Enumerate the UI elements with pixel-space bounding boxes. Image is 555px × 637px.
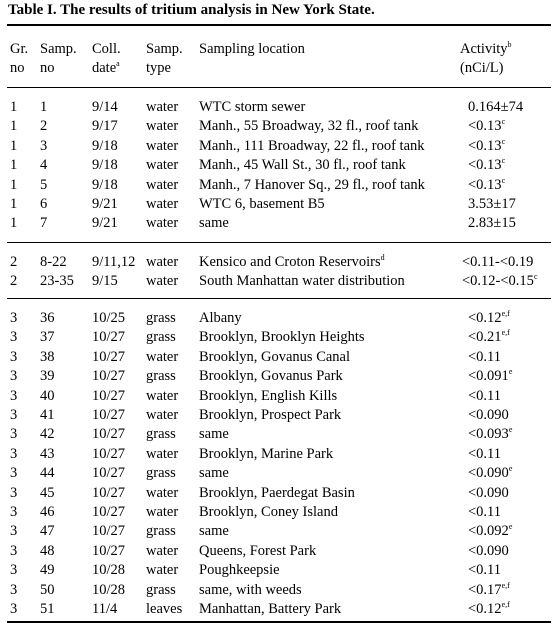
cell-date: 10/28 [92, 562, 126, 579]
cell-date: 10/27 [92, 368, 126, 385]
cell-date: 10/27 [92, 387, 126, 404]
cell-date: 9/18 [92, 157, 118, 174]
cell-gr: 3 [10, 542, 18, 559]
cell-location: Brooklyn, English Kills [199, 387, 338, 404]
cell-gr: 1 [10, 157, 18, 174]
cell-type: water [146, 387, 179, 404]
cell-date: 10/25 [92, 310, 126, 326]
cell-location: Brooklyn, Govanus Canal [199, 348, 351, 365]
cell-samp: 41 [40, 407, 55, 423]
cell-activity: <0.11 [468, 387, 502, 404]
cell-date: 10/27 [92, 407, 126, 423]
cell-samp: 2 [40, 118, 48, 135]
cell-activity: $<0.17^{e,f}$ [468, 580, 510, 598]
cell-gr: 3 [10, 484, 18, 501]
cell-samp: 6 [40, 196, 48, 212]
table-caption: Table I. The results of tritium analysis in New York State. [8, 2, 375, 18]
cell-gr: 3 [10, 407, 18, 423]
cell-location: South Manhattan water distribution [199, 273, 405, 290]
cell-type: water [146, 118, 179, 135]
cell-date: 10/27 [92, 465, 126, 482]
cell-type: water [146, 215, 179, 232]
cell-gr: 3 [10, 523, 18, 540]
group-rule-1 [7, 242, 551, 243]
cell-samp: 43 [40, 445, 55, 462]
cell-location: WTC 6, basement B5 [199, 196, 325, 212]
cell-activity: <0.13$^c$ [468, 175, 506, 193]
cell-gr: 1 [10, 99, 18, 115]
cell-activity: <0.13$^c$ [468, 156, 506, 174]
cell-location: Manh., 45 Wall St., 30 fl., roof tank [199, 157, 406, 174]
cell-type: leaves [146, 601, 183, 617]
cell-location: Brooklyn, Coney Island [199, 504, 338, 520]
cell-type: grass [146, 465, 176, 482]
cell-type: water [146, 348, 179, 365]
cell-type: grass [146, 329, 176, 346]
cell-samp: 4 [40, 157, 48, 174]
cell-samp: 3 [40, 137, 48, 154]
top-rule [7, 24, 551, 26]
cell-samp: 1 [40, 99, 48, 115]
cell-type: water [146, 254, 179, 270]
cell-date: 9/14 [92, 99, 118, 115]
cell-samp: 5 [40, 176, 48, 193]
cell-gr: 3 [10, 329, 18, 346]
cell-activity: 0.164±74 [468, 99, 524, 115]
cell-activity: <0.12-<0.15$^c$ [462, 272, 538, 290]
cell-type: grass [146, 368, 176, 385]
cell-location: Manhattan, Battery Park [199, 601, 342, 617]
cell-activity: <0.11 [468, 562, 502, 579]
cell-gr: 3 [10, 601, 18, 617]
cell-gr: 3 [10, 348, 18, 365]
cell-date: 10/28 [92, 581, 126, 598]
cell-samp: 38 [40, 348, 55, 365]
cell-activity: $<0.12^{e,f}$ [468, 600, 510, 617]
cell-samp: 7 [40, 215, 48, 232]
cell-activity: $<0.12^{e,f}$ [468, 309, 510, 326]
cell-activity: <0.13$^c$ [468, 117, 506, 135]
cell-date: 10/27 [92, 484, 126, 501]
cell-activity: <0.090$^e$ [468, 464, 513, 482]
cell-location: WTC storm sewer [199, 99, 306, 115]
header-gr: Gr. no [10, 41, 29, 76]
cell-type: water [146, 273, 179, 290]
cell-samp: 39 [40, 368, 55, 385]
header-location: Sampling location [199, 41, 305, 57]
cell-gr: 3 [10, 581, 18, 598]
cell-date: 10/27 [92, 348, 126, 365]
cell-location: Brooklyn, Marine Park [199, 445, 334, 462]
cell-samp: 40 [40, 387, 55, 404]
cell-gr: 1 [10, 196, 18, 212]
cell-activity: <0.093$^e$ [468, 425, 513, 443]
header-activity: Activity$^b$ (nCi/L) [460, 40, 512, 76]
cell-date: 9/17 [92, 118, 118, 135]
cell-date: 9/18 [92, 137, 118, 154]
cell-type: water [146, 137, 179, 154]
cell-gr: 1 [10, 137, 18, 154]
cell-location: Manh., 55 Broadway, 32 fl., roof tank [199, 118, 419, 135]
cell-date: 10/27 [92, 445, 126, 462]
cell-type: water [146, 484, 179, 501]
cell-type: water [146, 504, 179, 520]
cell-location: Albany [199, 310, 242, 326]
cell-location: same [199, 215, 229, 232]
cell-gr: 2 [10, 254, 18, 270]
header-samp: Samp. no [40, 41, 77, 76]
cell-type: water [146, 157, 179, 174]
cell-location: same [199, 523, 229, 540]
cell-date: 9/15 [92, 273, 118, 290]
cell-samp: 46 [40, 504, 55, 520]
cell-samp: 23-35 [40, 273, 74, 290]
cell-date: 10/27 [92, 523, 126, 540]
cell-gr: 3 [10, 310, 18, 326]
cell-activity: 2.83±15 [468, 215, 516, 232]
cell-type: water [146, 99, 179, 115]
cell-samp: 36 [40, 310, 55, 326]
cell-gr: 1 [10, 118, 18, 135]
cell-samp: 47 [40, 523, 55, 540]
header-date: Coll. date$^a$ [92, 41, 121, 76]
cell-type: water [146, 196, 179, 212]
cell-samp: 51 [40, 601, 55, 617]
cell-type: grass [146, 310, 176, 326]
cell-activity: <0.13$^c$ [468, 136, 506, 154]
cell-samp: 8-22 [40, 254, 67, 270]
cell-location: Manh., 7 Hanover Sq., 29 fl., roof tank [199, 176, 425, 193]
cell-type: water [146, 562, 179, 579]
cell-location: Brooklyn, Govanus Park [199, 368, 343, 385]
cell-date: 9/21 [92, 196, 118, 212]
cell-gr: 3 [10, 504, 18, 520]
cell-location: Brooklyn, Paerdegat Basin [199, 484, 355, 501]
header-rule [7, 87, 551, 88]
cell-date: 9/21 [92, 215, 118, 232]
cell-samp: 48 [40, 542, 55, 559]
cell-location: Kensico and Croton Reservoirs$^d$ [199, 253, 385, 270]
cell-date: 10/27 [92, 329, 126, 346]
cell-activity: <0.090 [468, 542, 509, 559]
cell-gr: 1 [10, 215, 18, 232]
cell-date: 10/27 [92, 504, 126, 520]
cell-type: water [146, 176, 179, 193]
cell-gr: 3 [10, 465, 18, 482]
cell-gr: 2 [10, 273, 18, 290]
cell-gr: 3 [10, 426, 18, 443]
cell-activity: <0.090 [468, 484, 509, 501]
cell-activity: <0.091$^e$ [468, 367, 513, 385]
cell-gr: 1 [10, 176, 18, 193]
cell-type: grass [146, 523, 176, 540]
cell-location: same, with weeds [199, 581, 302, 598]
cell-type: grass [146, 581, 176, 598]
cell-location: Poughkeepsie [199, 562, 280, 579]
cell-samp: 45 [40, 484, 55, 501]
cell-samp: 37 [40, 329, 55, 346]
cell-samp: 42 [40, 426, 55, 443]
cell-location: Queens, Forest Park [199, 542, 317, 559]
cell-gr: 3 [10, 562, 18, 579]
cell-date: 11/4 [92, 601, 118, 617]
cell-gr: 3 [10, 368, 18, 385]
cell-samp: 49 [40, 562, 55, 579]
cell-gr: 3 [10, 387, 18, 404]
cell-location: same [199, 426, 229, 443]
cell-type: water [146, 407, 179, 423]
cell-location: Brooklyn, Brooklyn Heights [199, 329, 365, 346]
cell-activity: <0.11 [468, 348, 502, 365]
cell-date: 10/27 [92, 426, 126, 443]
group-rule-2 [7, 298, 551, 299]
bottom-rule [7, 621, 551, 623]
cell-gr: 3 [10, 445, 18, 462]
cell-date: 9/18 [92, 176, 118, 193]
cell-activity: 3.53±17 [468, 196, 516, 212]
cell-samp: 50 [40, 581, 55, 598]
cell-activity: $<0.21^{e,f}$ [468, 328, 510, 346]
cell-location: same [199, 465, 229, 482]
cell-activity: <0.092$^e$ [468, 522, 513, 540]
cell-location: Brooklyn, Prospect Park [199, 407, 342, 423]
cell-activity: <0.090 [468, 407, 509, 423]
cell-date: 10/27 [92, 542, 126, 559]
header-type: Samp. type [146, 41, 183, 76]
cell-activity: <0.11 [468, 504, 502, 520]
cell-activity: <0.11-<0.19 [462, 254, 534, 270]
cell-type: water [146, 542, 179, 559]
cell-activity: <0.11 [468, 445, 502, 462]
cell-type: water [146, 445, 179, 462]
cell-samp: 44 [40, 465, 55, 482]
cell-location: Manh., 111 Broadway, 22 fl., roof tank [199, 137, 425, 154]
cell-type: grass [146, 426, 176, 443]
cell-date: 9/11,12 [92, 254, 136, 270]
